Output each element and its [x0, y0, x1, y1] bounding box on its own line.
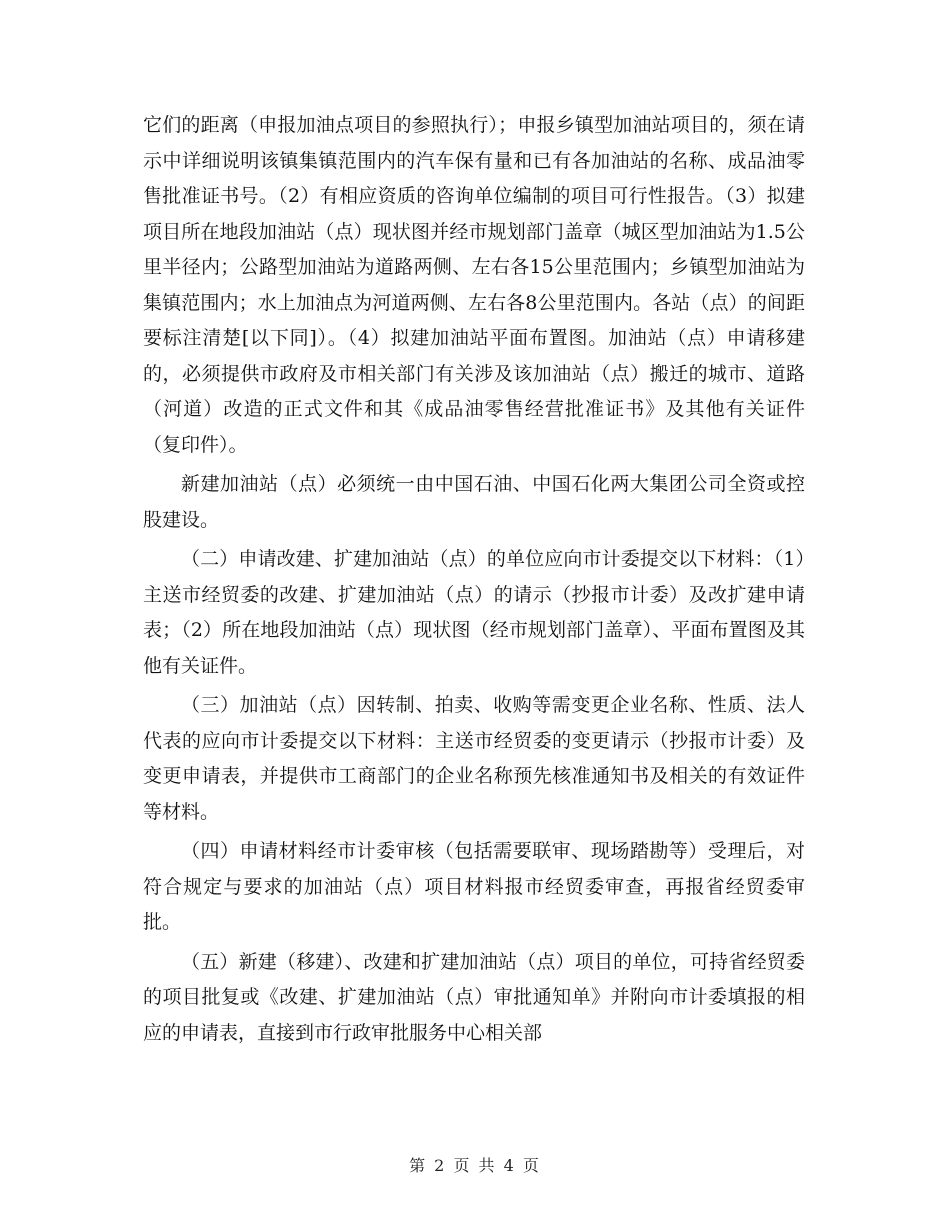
paragraph-4: （三）加油站（点）因转制、拍卖、收购等需变更企业名称、性质、法人代表的应向市计委提交以下材料：主送市经贸委的变更请示（抄报市计委）及变更申请表，并提供市工商部门的企业名称预先核准通知书及相关的有效证件等材料。: [143, 694, 805, 823]
paragraph-2: 新建加油站（点）必须统一由中国石油、中国石化两大集团公司全资或控股建设。: [143, 473, 805, 531]
paragraph-5: （四）申请材料经市计委审核（包括需要联审、现场踏勘等）受理后，对符合规定与要求的加油站（点）项目材料报市经贸委审查，再报省经贸委审批。: [143, 840, 805, 933]
document-body: [143, 108, 805, 1055]
paragraph-6: （五）新建（移建）、改建和扩建加油站（点）项目的单位，可持省经贸委的项目批复或《改建、扩建加油站（点）审批通知单》并附向市计委填报的相应的申请表，直接到市行政审批服务中心相关部: [143, 950, 805, 1044]
paragraph-3: （二）申请改建、扩建加油站（点）的单位应向市计委提交以下材料：（1）主送市经贸委的改建、扩建加油站（点）的请示（抄报市计委）及改扩建申请表；（2）所在地段加油站（点）现状图（经市规划部门盖章）、平面布置图及其他有关证件。: [143, 548, 805, 677]
page-number-footer: 第 2 页 共 4 页: [409, 1156, 541, 1175]
paragraph-1: 它们的距离（申报加油点项目的参照执行）；申报乡镇型加油站项目的，须在请示中详细说明该镇集镇范围内的汽车保有量和已有各加油站的名称、成品油零售批准证书号。（2）有相应资质的咨询单位编制的项目可行性报告。（3）拟建项目所在地段加油站（点）现状图并经市规划部门盖章（城区型加油站为1.5公里半径内；公路型加油站为道路两侧、左右各15公里范围内；乡镇型加油站为集镇范围内；水上加油点为河道两侧、左右各8公里范围内。各站（点）的间距要标注清楚[以下同]）。（4）拟建加油站平面布置图。加油站（点）申请移建的，必须提供市政府及市相关部门有关涉及该加油站（点）搬迁的城市、道路（河道）改造的正式文件和其《成品油零售经营批准证书》及其他有关证件（复印件）。: [143, 114, 805, 456]
